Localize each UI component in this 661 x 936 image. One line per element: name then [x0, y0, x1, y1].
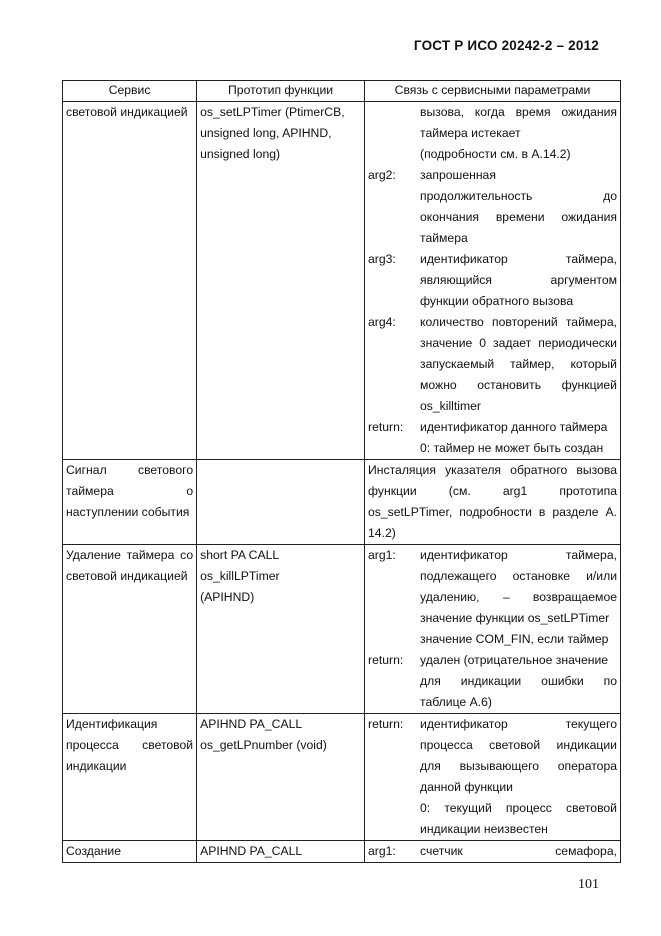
prototype-cell [197, 460, 365, 545]
param-key: arg3: [368, 252, 396, 266]
page-number: 101 [578, 877, 599, 892]
param-line: можно остановить функцией [420, 378, 617, 392]
param-line: индикации неизвестен [420, 822, 548, 836]
param-entry [368, 312, 617, 417]
param-key [368, 102, 420, 165]
param-value [420, 714, 617, 840]
param-key: return: [368, 717, 404, 731]
param-line: идентификатор таймера, [420, 548, 617, 562]
prototype-cell [197, 545, 365, 714]
param-line: данной функции [420, 780, 513, 794]
prototype-line: unsigned long, APIHND, [200, 126, 332, 140]
table-row [63, 714, 621, 841]
table-row [63, 102, 621, 460]
service-line: световой индикацией [66, 105, 188, 119]
service-table [62, 80, 621, 863]
column-header-service: Сервис [63, 81, 197, 102]
param-value [420, 249, 617, 312]
param-line: являющийся аргументом [420, 273, 617, 287]
prototype-line: APIHND PA_CALL [200, 844, 303, 858]
service-line: Идентификация [66, 717, 158, 731]
prototype-line: APIHND PA_CALL [200, 717, 303, 731]
param-entry [368, 249, 617, 312]
service-line: световой индикацией [66, 569, 188, 583]
prototype-cell [197, 841, 365, 863]
params-cell [365, 460, 621, 545]
service-line: Создание [66, 844, 121, 858]
param-line: 0: текущий процесс световой [420, 801, 617, 815]
param-key: arg2: [368, 168, 396, 182]
service-cell [63, 714, 197, 841]
service-line: Сигнал светового [66, 463, 194, 477]
param-value [420, 650, 617, 713]
params-cell [365, 545, 621, 714]
param-line: вызова, когда время ожидания [420, 105, 617, 119]
param-line: количество повторений таймера, [420, 315, 617, 329]
param-entry [368, 841, 617, 862]
param-entry [368, 165, 617, 249]
param-line: идентификатор таймера, [420, 252, 617, 266]
table-row [63, 841, 621, 863]
service-line: таймера о [66, 484, 194, 498]
param-key: return: [368, 420, 404, 434]
table-header-row [63, 81, 621, 102]
params-cell [365, 102, 621, 460]
column-header-prototype: Прототип функции [197, 81, 365, 102]
service-line: наступлении события [66, 505, 190, 519]
param-line: идентификатор данного таймера [420, 420, 608, 434]
param-key: arg1: [368, 844, 396, 858]
param-key: return: [368, 653, 404, 667]
prototype-line: os_getLPnumber (void) [200, 738, 327, 752]
param-line: подлежащего остановке и/или [420, 569, 617, 583]
param-line: удален (отрицательное значение [420, 653, 609, 667]
param-value [420, 841, 617, 862]
column-header-params: Связь с сервисными параметрами [365, 81, 621, 102]
param-value [420, 102, 617, 165]
param-entry [368, 714, 617, 840]
param-line: для индикации ошибки по [420, 674, 617, 688]
param-value [420, 312, 617, 417]
service-line: процесса световой [66, 738, 194, 752]
service-cell [63, 460, 197, 545]
param-line: функции обратного вызова [420, 294, 574, 308]
text-line: 14.2) [368, 526, 396, 540]
prototype-line: os_setLPTimer (PtimerCB, [200, 105, 345, 119]
param-entry [368, 545, 617, 650]
param-value [420, 417, 617, 459]
param-line: продолжительность до [420, 189, 617, 203]
param-key: arg1: [368, 548, 396, 562]
params-cell [365, 841, 621, 863]
service-cell [63, 102, 197, 460]
param-line: удалению, – возвращаемое [420, 590, 617, 604]
prototype-cell [197, 102, 365, 460]
service-cell [63, 841, 197, 863]
prototype-line: short PA CALL os_killLPTimer [200, 548, 280, 583]
param-line: значение функции os_setLPTimer [420, 611, 610, 625]
text-line: os_setLPTimer, подробности в разделе А. [368, 505, 617, 519]
prototype-line: (APIHND) [200, 590, 255, 604]
service-line: индикации [66, 759, 127, 773]
param-line: значение COM_FIN, если таймер [420, 632, 609, 646]
param-line: таймера [420, 231, 468, 245]
text-line: Инсталяция указателя обратного вызова [368, 463, 617, 477]
param-line: (подробности см. в А.14.2) [420, 147, 571, 161]
param-line: для вызывающего оператора [420, 759, 617, 773]
service-cell [63, 545, 197, 714]
prototype-line: unsigned long) [200, 147, 281, 161]
param-line: таблице А.6) [420, 695, 492, 709]
param-entry [368, 102, 617, 165]
param-line: счетчик семафора, [420, 844, 617, 858]
param-line: запрошенная [420, 168, 496, 182]
param-line: процесса световой индикации [420, 738, 617, 752]
param-line: 0: таймер не может быть создан [420, 441, 604, 455]
param-entry [368, 417, 617, 459]
param-line: таймера истекает [420, 126, 521, 140]
table-row [63, 545, 621, 714]
prototype-cell [197, 714, 365, 841]
table-row [63, 460, 621, 545]
text-line: функции (см. arg1 прототипа [368, 484, 617, 498]
param-entry [368, 650, 617, 713]
param-line: окончания времени ожидания [420, 210, 617, 224]
param-line: запускаемый таймер, который [420, 357, 617, 371]
param-line: значение 0 задает периодически [420, 336, 617, 350]
service-line: Удаление таймера со [66, 548, 194, 562]
document-header: ГОСТ Р ИСО 20242-2 – 2012 [413, 38, 599, 53]
param-line: идентификатор текущего [420, 717, 617, 731]
params-cell [365, 714, 621, 841]
param-value [420, 545, 617, 650]
param-value [420, 165, 617, 249]
param-key: arg4: [368, 315, 396, 329]
param-line: os_killtimer [420, 399, 481, 413]
